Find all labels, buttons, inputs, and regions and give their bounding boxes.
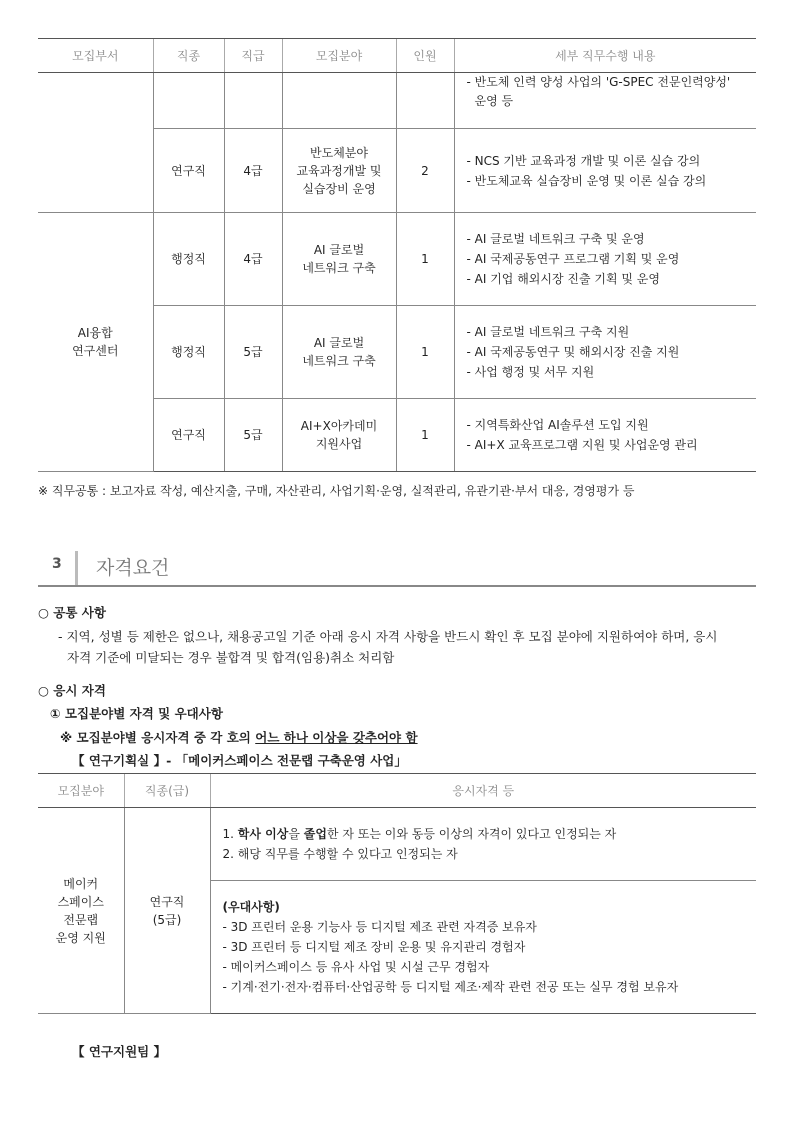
common-line-1: - 지역, 성별 등 제한은 없으나, 채용공고일 기준 아래 응시 자격 사항을 반드시 확인 후 모집 분야에 지원하여야 하며, 응시 (58, 629, 718, 644)
type-cell: 연구직 (153, 399, 224, 472)
section-rule (38, 585, 756, 587)
count-cell: 1 (396, 213, 454, 306)
common-line-2: 자격 기준에 미달되는 경우 불합격 및 합격(임용)취소 처리함 (67, 650, 395, 665)
common-heading: ○ 공통 사항 (38, 605, 106, 620)
table-header-row (38, 39, 756, 73)
type-cell: 행정직 (153, 306, 224, 399)
section-title: 자격요건 (96, 557, 170, 579)
field-cell: 메이커 스페이스 전문랩 운영 지원 (38, 808, 124, 1014)
grade-cell: 5급 (224, 399, 282, 472)
field-cell: AI+X아카데미 지원사업 (282, 399, 396, 472)
header-dept: 모집부서 (38, 39, 153, 73)
table-row (38, 213, 756, 306)
type-cell: 연구직 (153, 129, 224, 213)
qualification-heading: ○ 응시 자격 (38, 683, 106, 698)
section-number: 3 (52, 556, 62, 572)
department-label: 【 연구기획실 】- 「메이커스페이스 전문랩 구축운영 사업」 (72, 753, 407, 768)
header-type: 직종(급) (124, 774, 210, 808)
footer-department-label: 【 연구지원팀 】 (72, 1044, 167, 1059)
common-duties-note: ※ 직무공통 : 보고자료 작성, 예산지출, 구매, 자산관리, 사업기획·운영, 실적관리, 유관기관·부서 대응, 경영평가 등 (38, 484, 635, 498)
header-duties: 세부 직무수행 내용 (454, 39, 756, 73)
dept-cell (38, 73, 153, 213)
qualification-table (38, 773, 756, 1014)
dept-cell: AI융합 연구센터 (38, 213, 153, 472)
header-requirements: 응시자격 등 (210, 774, 756, 808)
header-grade: 직급 (224, 39, 282, 73)
header-field: 모집분야 (38, 774, 124, 808)
grade-cell (224, 73, 282, 129)
duties-cell: - 반도체 인력 양성 사업의 'G-SPEC 전문인력양성' 운영 등 (454, 73, 756, 129)
grade-cell: 4급 (224, 213, 282, 306)
type-cell: 행정직 (153, 213, 224, 306)
type-cell (153, 73, 224, 129)
duties-cell: - AI 글로벌 네트워크 구축 지원 - AI 국제공동연구 및 해외시장 진출 지원 - 사업 행정 및 서무 지원 (454, 306, 756, 399)
qualification-note: ※ 모집분야별 응시자격 중 각 호의 어느 하나 이상을 갖추어야 함 (60, 730, 418, 745)
preferences-cell: (우대사항) - 3D 프린터 운용 기능사 등 디지털 제조 관련 자격증 보유자 - 3D 프린터 등 디지털 제조 장비 운용 및 유지관리 경험자 - 메이커스페이스 등 유사 사업 및 시설 근무 경험자 - 기계·전기·전자·컴퓨터·산업공학 등 디지털 제조·제작 관련 전공 또는 실무 경험 보유자 (210, 881, 756, 1014)
table-row (38, 808, 756, 881)
count-cell: 2 (396, 129, 454, 213)
header-type: 직종 (153, 39, 224, 73)
header-count: 인원 (396, 39, 454, 73)
recruitment-table (38, 38, 756, 472)
field-cell (282, 73, 396, 129)
table-row (38, 73, 756, 129)
count-cell: 1 (396, 306, 454, 399)
duties-cell: - 지역특화산업 AI솔루션 도입 지원 - AI+X 교육프로그램 지원 및 사업운영 관리 (454, 399, 756, 472)
count-cell: 1 (396, 399, 454, 472)
section-divider (75, 551, 78, 585)
table-header-row (38, 774, 756, 808)
field-cell: AI 글로벌 네트워크 구축 (282, 306, 396, 399)
grade-cell: 5급 (224, 306, 282, 399)
grade-cell: 4급 (224, 129, 282, 213)
count-cell (396, 73, 454, 129)
duties-cell: - NCS 기반 교육과정 개발 및 이론 실습 강의 - 반도체교육 실습장비 운영 및 이론 실습 강의 (454, 129, 756, 213)
duties-cell: - AI 글로벌 네트워크 구축 및 운영 - AI 국제공동연구 프로그램 기획 및 운영 - AI 기업 해외시장 진출 기획 및 운영 (454, 213, 756, 306)
type-cell: 연구직 (5급) (124, 808, 210, 1014)
field-cell: AI 글로벌 네트워크 구축 (282, 213, 396, 306)
header-field: 모집분야 (282, 39, 396, 73)
field-cell: 반도체분야 교육과정개발 및 실습장비 운영 (282, 129, 396, 213)
requirements-cell: 1. 학사 이상을 졸업한 자 또는 이와 동등 이상의 자격이 있다고 인정되는 자 2. 해당 직무를 수행할 수 있다고 인정되는 자 (210, 808, 756, 881)
qualification-sub-heading: ① 모집분야별 자격 및 우대사항 (50, 706, 223, 721)
